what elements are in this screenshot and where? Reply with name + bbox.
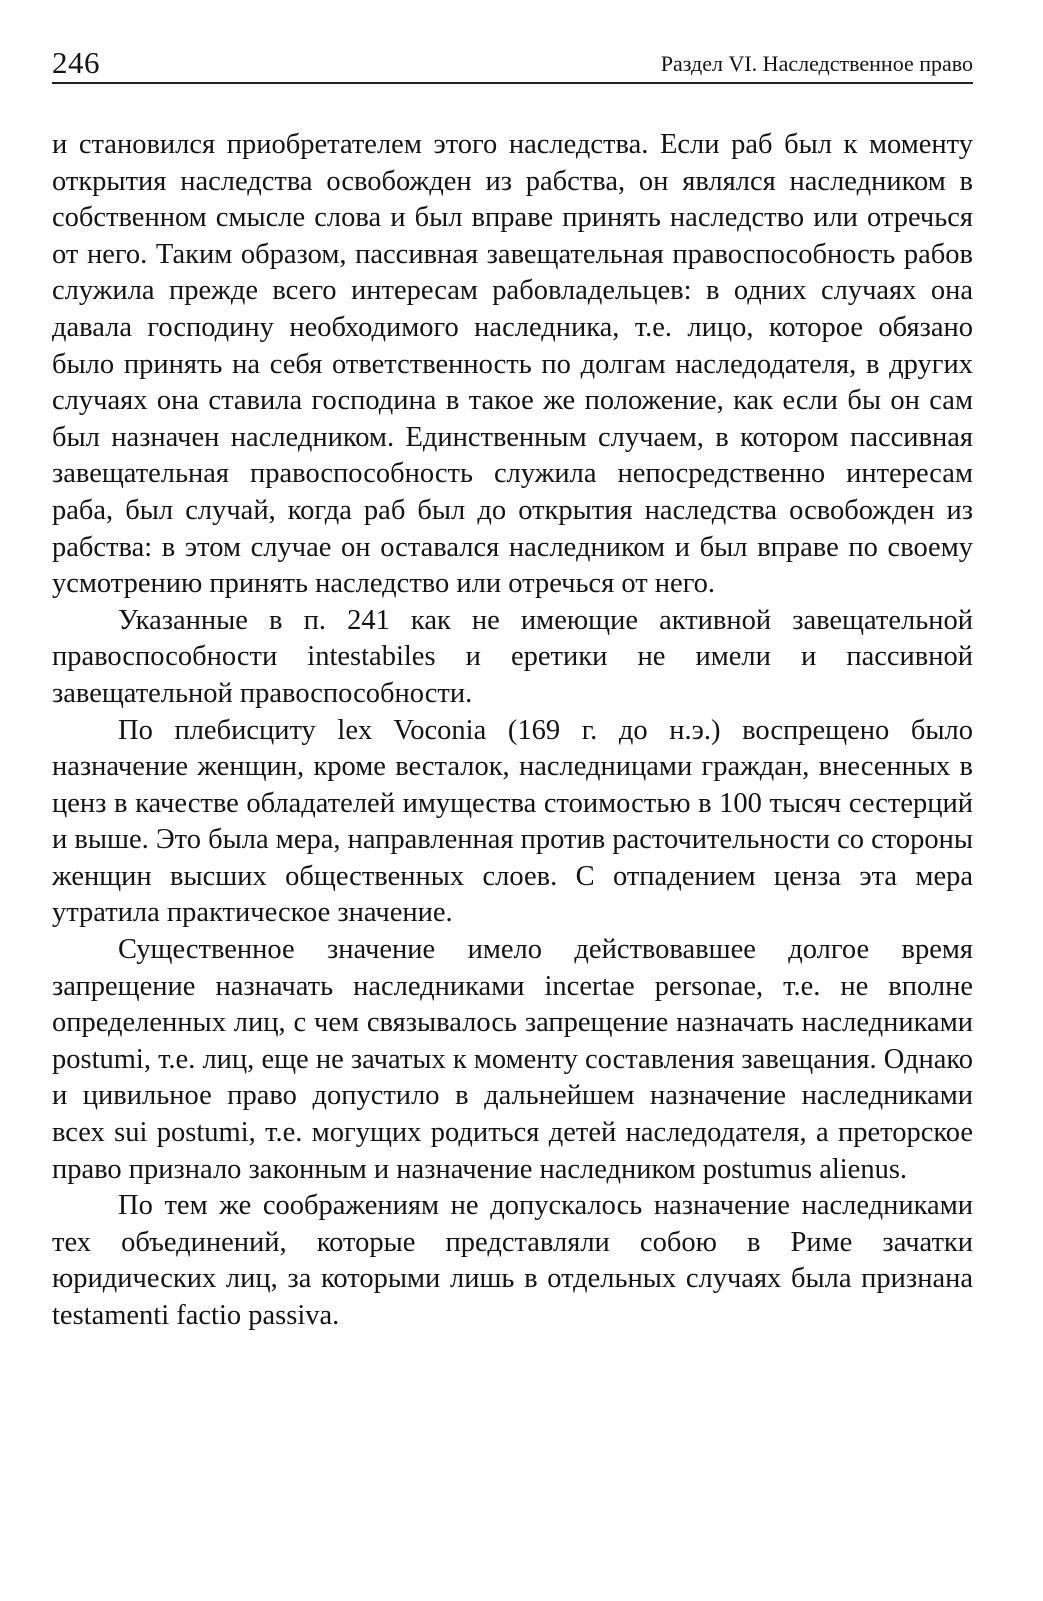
paragraph: По тем же соображениям не допускалось назначение наследниками тех объединений, которые представляли собою в Риме зачатки юридических лиц, за которыми лишь в отдельных случаях была признана testamenti factio passiva. xyxy=(52,1190,973,1331)
paragraph: По плебисциту lex Voconia (169 г. до н.э.) воспрещено было назначение женщин, кроме весталок, наследницами граждан, внесенных в ценз в качестве обладателей имущества стоимостью в 100 тысяч сестерций и выше. Это была мера, направленная против расточительности со стороны женщин высших общественных слоев. С отпадением ценза эта мера утратила практическое значение. xyxy=(52,714,973,929)
paragraph: Указанные в п. 241 как не имеющие активной завещательной правоспособности intestabiles и еретики не имели и пассивной завещательной правоспособности. xyxy=(52,604,973,709)
paragraph: и становился приобретателем этого наследства. Если раб был к моменту открытия наследства освобожден из рабства, он являлся наследником в собственном смысле слова и был вправе принять наследство или отречься от него. Таким образом, пассивная завещательная правоспособность рабов служила прежде всего интересам рабовладельцев: в одних случаях она давала господину необходимого наследника, т.е. лицо, которое обязано было принять на себя ответственность по долгам наследодателя, в других случаях она ставила господина в такое же положение, как если бы он сам был назначен наследником. Единственным случаем, в котором пассивная завещательная правоспособность служила непосредственно интересам раба, был случай, когда раб был до открытия наследства освобожден из рабства: в этом случае он оставался наследником и был вправе по своему усмотрению принять наследство или отречься от него. xyxy=(52,129,973,600)
running-header xyxy=(52,40,973,80)
paragraph: Существенное значение имело действовавшее долгое время запрещение назначать наследниками incertae personae, т.е. не вполне определенных лиц, с чем связывалось запрещение назначать наследниками postumi, т.е. лиц, еще не зачатых к моменту составления завещания. Однако и цивильное право допустило в дальнейшем назначение наследниками всех sui postumi, т.е. могущих родиться детей наследодателя, а преторское право признало законным и назначение наследником postumus alienus. xyxy=(52,934,973,1185)
book-page xyxy=(52,0,973,1601)
section-title: Раздел VI. Наследственное право xyxy=(660,51,973,76)
body-text xyxy=(52,127,973,1335)
page-number: 246 xyxy=(52,45,100,80)
header-divider xyxy=(52,82,973,84)
